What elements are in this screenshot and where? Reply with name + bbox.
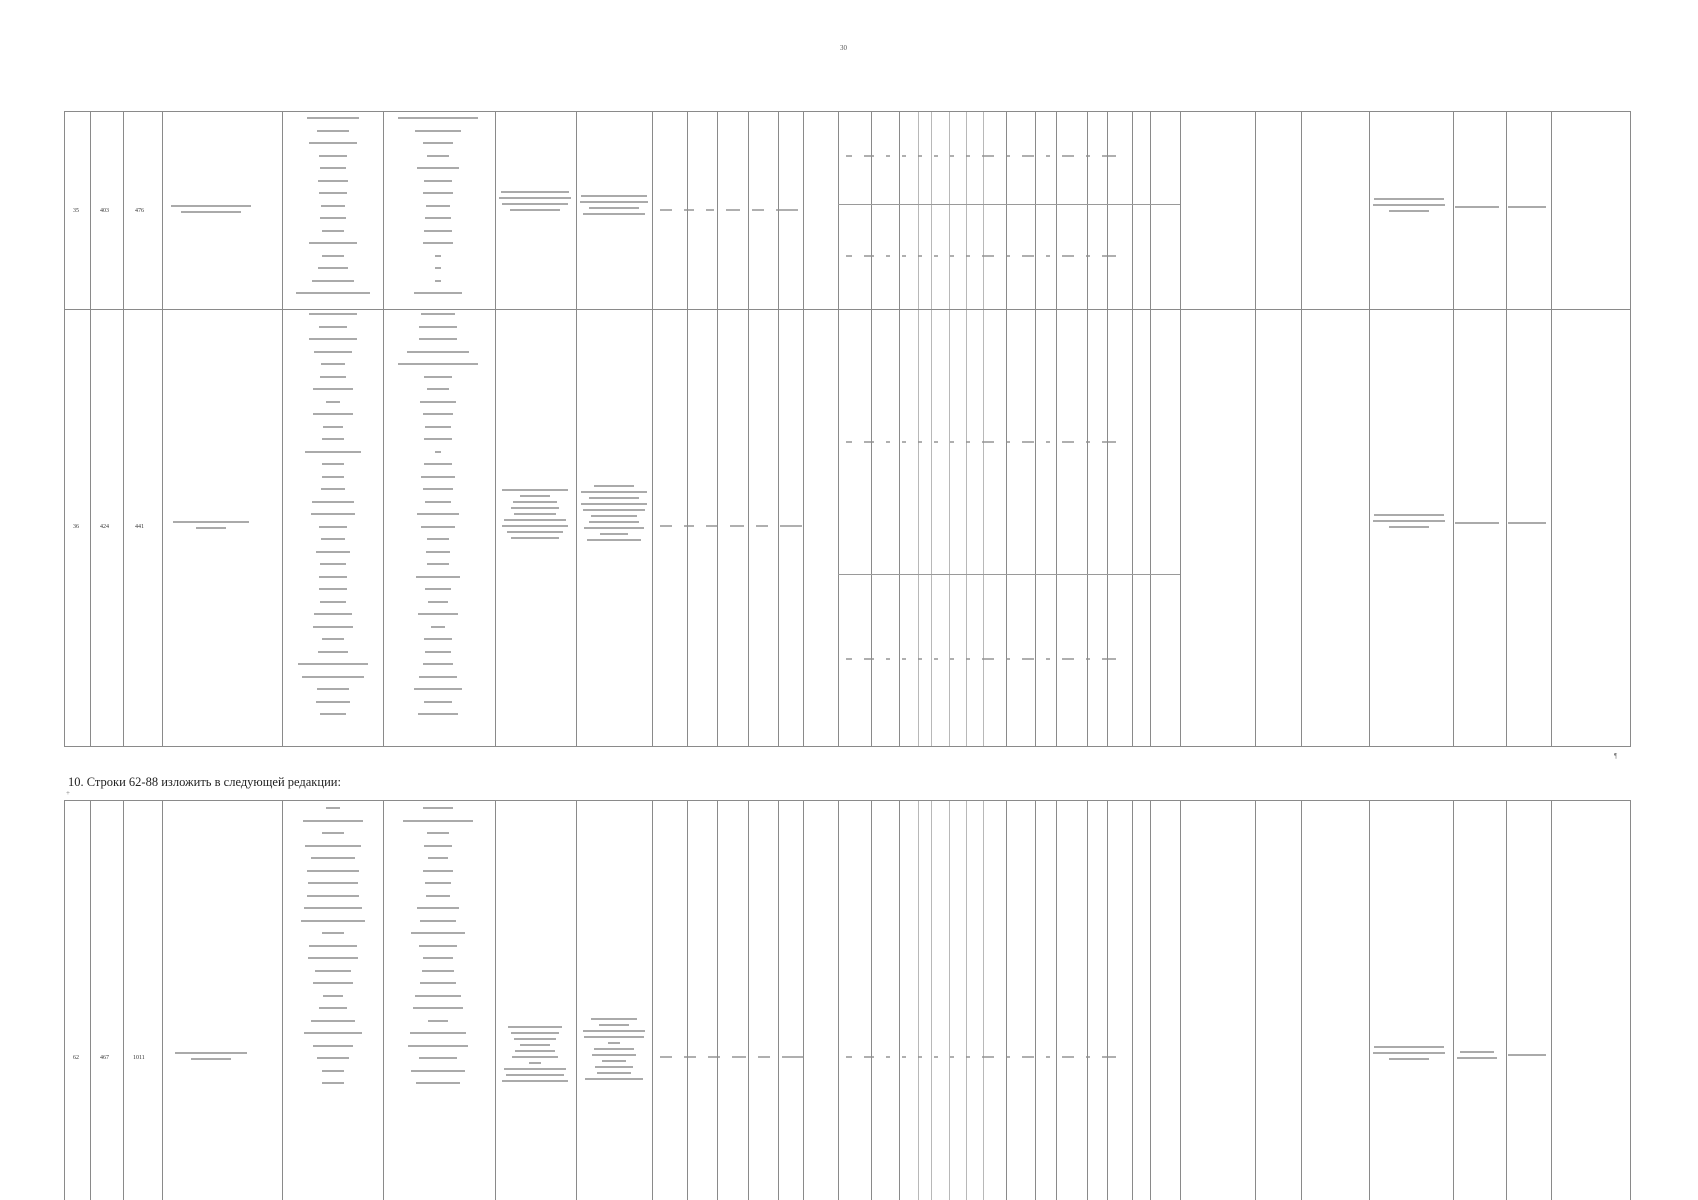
carrier-name — [1452, 206, 1502, 208]
route-number: 441 — [135, 524, 144, 530]
streets-forward — [497, 191, 573, 211]
row-number: 35 — [73, 208, 79, 214]
route-parameters — [660, 209, 798, 211]
stops-backward — [387, 807, 489, 1095]
streets-forward — [497, 489, 573, 539]
carrier-info — [1370, 1046, 1448, 1060]
vehicle-counts — [846, 155, 1116, 157]
carrier-name — [1452, 522, 1502, 524]
streets-backward — [578, 1018, 650, 1080]
vehicle-counts — [846, 441, 1116, 443]
page-number: 30 — [840, 44, 847, 52]
registration-number: 467 — [100, 1055, 109, 1061]
carrier-contact — [1505, 206, 1549, 208]
streets-forward — [497, 1026, 573, 1082]
section-heading: 10. Строки 62-88 изложить в следующей редакции: — [68, 775, 341, 789]
carrier-contact — [1505, 1054, 1549, 1056]
row-number: 62 — [73, 1055, 79, 1061]
route-number: 1011 — [133, 1055, 145, 1061]
paragraph-mark: ¶ — [1614, 752, 1618, 760]
streets-backward — [578, 195, 650, 215]
route-number: 476 — [135, 208, 144, 214]
stops-forward — [287, 807, 379, 1095]
route-parameters — [660, 1056, 804, 1058]
route-name — [166, 521, 256, 529]
route-name — [166, 205, 256, 213]
route-parameters — [660, 525, 802, 527]
stops-forward — [287, 117, 379, 305]
registration-number: 424 — [100, 524, 109, 530]
stops-forward — [287, 313, 379, 726]
row-number: 36 — [73, 524, 79, 530]
carrier-info — [1370, 198, 1448, 212]
stops-backward — [387, 117, 489, 305]
paragraph-mark: + — [66, 789, 70, 797]
stops-backward — [387, 313, 489, 726]
registration-number: 403 — [100, 208, 109, 214]
carrier-name — [1452, 1051, 1502, 1059]
route-name — [166, 1052, 256, 1060]
vehicle-counts — [846, 255, 1116, 257]
carrier-contact — [1505, 522, 1549, 524]
carrier-info — [1370, 514, 1448, 528]
vehicle-counts — [846, 1056, 1116, 1058]
streets-backward — [578, 485, 650, 541]
vehicle-counts — [846, 658, 1116, 660]
